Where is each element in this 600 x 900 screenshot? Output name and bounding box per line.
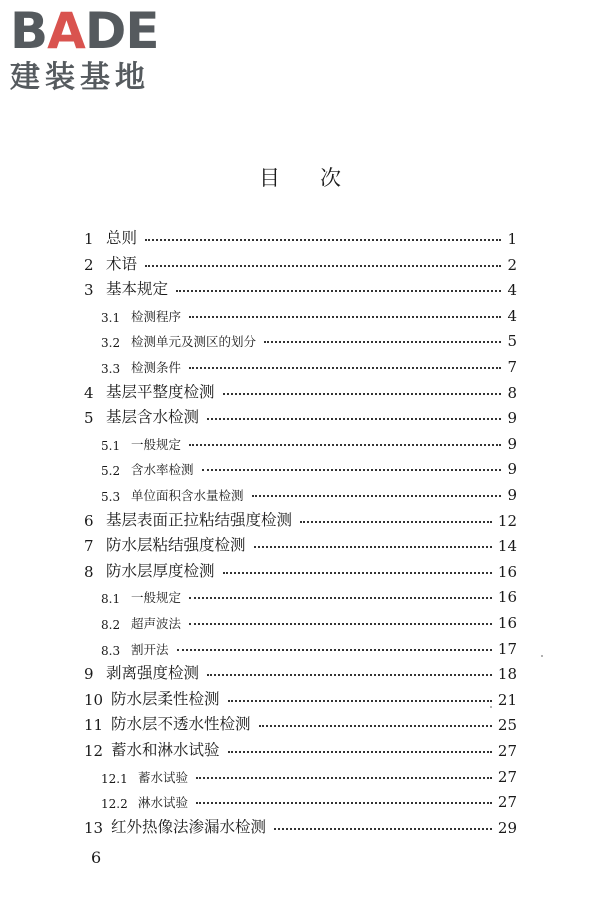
toc-leader-dots bbox=[300, 521, 492, 523]
toc-entry-number: 8.1 bbox=[101, 592, 121, 607]
toc-entry[interactable] bbox=[0, 454, 600, 478]
toc-entry[interactable] bbox=[0, 480, 600, 504]
toc-entry-page: 9 bbox=[507, 434, 517, 453]
toc-entry-label: 基层平整度检测 bbox=[106, 382, 215, 401]
toc-entry-label: 蓄水试验 bbox=[138, 769, 189, 785]
page-title: 目次 bbox=[259, 166, 381, 190]
toc-entry-label: 红外热像法渗漏水检测 bbox=[111, 817, 267, 836]
toc-entry[interactable] bbox=[0, 352, 600, 376]
toc-entry-number: 4 bbox=[84, 383, 94, 402]
toc-entry-page: 16 bbox=[497, 562, 517, 581]
toc-entry-page: 1 bbox=[507, 230, 517, 248]
toc-entry-page: 14 bbox=[497, 537, 517, 556]
toc-entry[interactable] bbox=[0, 429, 600, 453]
toc-entry-number: 3.1 bbox=[101, 310, 121, 325]
toc-entry-number: 13 bbox=[84, 818, 104, 837]
toc-entry-page: 9 bbox=[507, 409, 517, 428]
toc-entry-page: 27 bbox=[497, 767, 517, 786]
toc-entry-page: 4 bbox=[507, 281, 517, 300]
toc-entry-label: 超声波法 bbox=[131, 616, 182, 631]
toc-entry-label: 防水层柔性检测 bbox=[111, 689, 220, 708]
toc-entry[interactable] bbox=[0, 710, 600, 734]
page-number: 6 bbox=[91, 848, 102, 867]
toc-entry-number: 3.3 bbox=[101, 362, 121, 376]
toc-leader-dots bbox=[207, 418, 501, 420]
toc-entry[interactable] bbox=[0, 762, 600, 786]
toc-entry-label: 蓄水和淋水试验 bbox=[111, 741, 220, 759]
toc-entry-label: 总则 bbox=[106, 229, 138, 247]
toc-entry[interactable] bbox=[0, 659, 600, 683]
toc-entry-number: 10 bbox=[84, 690, 104, 709]
toc-entry[interactable] bbox=[0, 403, 600, 427]
toc-leader-dots bbox=[264, 341, 501, 343]
toc-entry-label: 基本规定 bbox=[106, 280, 169, 299]
toc-entry[interactable] bbox=[0, 326, 600, 350]
toc-entry-page: 21 bbox=[497, 690, 517, 709]
toc-entry[interactable] bbox=[0, 531, 600, 555]
toc-entry-page: 2 bbox=[507, 255, 517, 274]
toc-leader-dots bbox=[196, 802, 492, 804]
toc-entry-page: 25 bbox=[497, 716, 517, 735]
logo-wordmark: BADE bbox=[10, 2, 159, 60]
toc-leader-dots bbox=[145, 239, 501, 241]
toc-leader-dots bbox=[254, 546, 492, 548]
toc-entry-number: 12.2 bbox=[101, 797, 128, 812]
toc-entry-number: 8 bbox=[84, 562, 94, 581]
toc-entry-label: 防水层厚度检测 bbox=[106, 561, 215, 580]
toc-entry-page: 27 bbox=[497, 793, 517, 812]
toc-leader-dots bbox=[259, 725, 492, 727]
toc-entry-page: 29 bbox=[497, 818, 517, 837]
toc-entry-page: 27 bbox=[497, 742, 517, 760]
toc-entry-number: 8.2 bbox=[101, 618, 121, 632]
toc-entry-page: 7 bbox=[507, 358, 517, 376]
logo bbox=[10, 4, 190, 96]
toc-entry-page: 9 bbox=[507, 486, 517, 504]
toc-leader-dots bbox=[202, 469, 501, 471]
toc-leader-dots bbox=[228, 751, 492, 753]
toc-entry-label: 防水层粘结强度检测 bbox=[106, 536, 246, 555]
toc-entry[interactable] bbox=[0, 582, 600, 606]
toc-entry[interactable] bbox=[0, 787, 600, 811]
toc-entry-label: 检测条件 bbox=[131, 360, 182, 375]
toc-entry-page: 12 bbox=[497, 511, 517, 530]
toc-leader-dots bbox=[189, 444, 501, 446]
toc-entry-page: 18 bbox=[497, 665, 517, 684]
toc-entry[interactable] bbox=[0, 608, 600, 632]
toc-leader-dots bbox=[176, 290, 501, 292]
toc-entry[interactable] bbox=[0, 224, 600, 248]
toc-entry-page: 8 bbox=[507, 383, 517, 402]
toc-entry-number: 5.3 bbox=[101, 490, 121, 504]
toc-entry-page: 17 bbox=[497, 639, 517, 658]
toc-leader-dots bbox=[228, 700, 492, 702]
toc-entry-label: 基层含水检测 bbox=[106, 408, 200, 427]
toc-entry[interactable] bbox=[0, 301, 600, 325]
scan-speck bbox=[541, 655, 543, 657]
toc-leader-dots bbox=[223, 572, 492, 574]
toc-entry-number: 5.2 bbox=[101, 464, 121, 479]
toc-entry[interactable] bbox=[0, 557, 600, 581]
toc-entry[interactable] bbox=[0, 685, 600, 709]
toc-leader-dots bbox=[274, 828, 492, 830]
toc-entry-label: 一般规定 bbox=[131, 436, 182, 452]
toc-entry-number: 9 bbox=[84, 665, 94, 684]
toc-entry[interactable] bbox=[0, 736, 600, 760]
toc-entry-label: 检测单元及测区的划分 bbox=[131, 334, 257, 350]
toc-entry-number: 1 bbox=[84, 230, 94, 248]
toc-entry-number: 3.2 bbox=[101, 336, 121, 351]
toc-entry-page: 16 bbox=[497, 614, 517, 632]
toc-leader-dots bbox=[223, 393, 501, 395]
toc-entry[interactable] bbox=[0, 378, 600, 402]
toc-entry-number: 5 bbox=[84, 409, 94, 428]
toc-entry-label: 检测程序 bbox=[131, 308, 182, 324]
toc-entry[interactable] bbox=[0, 634, 600, 658]
toc-leader-dots bbox=[196, 777, 492, 779]
toc-entry[interactable] bbox=[0, 506, 600, 530]
toc-entry-number: 5.1 bbox=[101, 438, 121, 453]
toc-entry-number: 3 bbox=[84, 281, 94, 300]
toc-entry-number: 6 bbox=[84, 511, 94, 530]
toc-entry-label: 淋水试验 bbox=[138, 795, 189, 811]
toc-entry-label: 一般规定 bbox=[131, 590, 182, 606]
toc-leader-dots bbox=[177, 649, 492, 651]
toc-entry-number: 8.3 bbox=[101, 643, 121, 658]
toc-entry-page: 9 bbox=[507, 460, 517, 479]
toc-leader-dots bbox=[207, 674, 492, 676]
toc-leader-dots bbox=[189, 316, 501, 318]
toc-entry-page: 4 bbox=[507, 306, 517, 325]
logo-subtitle: 建装基地 bbox=[10, 60, 150, 95]
toc-entry-label: 单位面积含水量检测 bbox=[131, 488, 244, 503]
toc-entry[interactable] bbox=[0, 250, 600, 274]
toc-entry-label: 术语 bbox=[106, 254, 138, 273]
scan-speck bbox=[490, 706, 492, 708]
toc-entry-number: 12 bbox=[84, 742, 104, 760]
toc-entry-label: 剥离强度检测 bbox=[106, 664, 200, 683]
toc-entry-label: 含水率检测 bbox=[131, 462, 194, 478]
toc-entry-label: 割开法 bbox=[131, 641, 169, 657]
toc-leader-dots bbox=[189, 367, 501, 369]
toc-entry-number: 7 bbox=[84, 537, 94, 556]
toc-entry[interactable] bbox=[0, 813, 600, 837]
toc-entry-number: 2 bbox=[84, 255, 94, 274]
toc-entry-number: 11 bbox=[84, 716, 104, 735]
toc-entry-label: 防水层不透水性检测 bbox=[111, 715, 251, 734]
toc-leader-dots bbox=[252, 495, 501, 497]
toc-leader-dots bbox=[189, 597, 492, 599]
toc-entry-number: 12.1 bbox=[101, 771, 128, 786]
toc-entry-label: 基层表面正拉粘结强度检测 bbox=[106, 510, 293, 529]
toc-entry-page: 16 bbox=[497, 588, 517, 607]
toc-entry[interactable] bbox=[0, 275, 600, 299]
toc-entry-page: 5 bbox=[507, 332, 517, 351]
toc-leader-dots bbox=[145, 265, 501, 267]
toc-leader-dots bbox=[189, 623, 492, 625]
